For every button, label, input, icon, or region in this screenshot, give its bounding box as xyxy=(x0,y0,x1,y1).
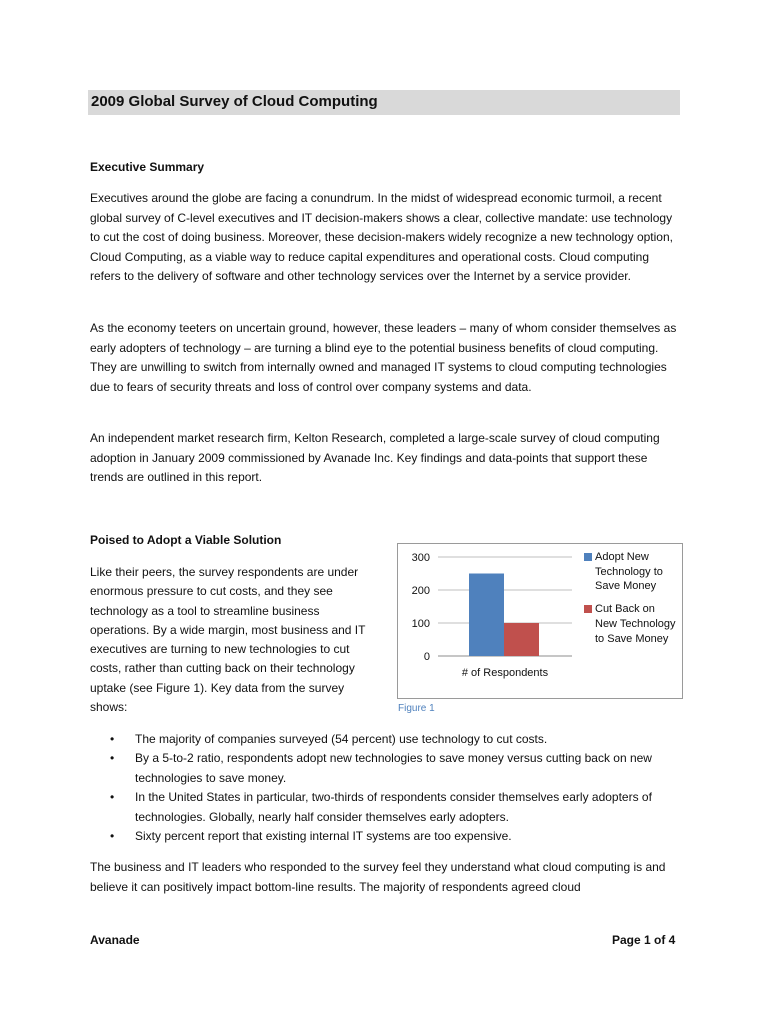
list-item-text: The majority of companies surveyed (54 percent) use technology to cut costs. xyxy=(135,732,548,746)
list-item-text: By a 5-to-2 ratio, respondents adopt new technologies to save money versus cutting back on new technologies to save money. xyxy=(135,751,652,785)
footer-page-number: Page 1 of 4 xyxy=(612,933,676,947)
list-item xyxy=(110,788,700,827)
x-category-label: # of Respondents xyxy=(461,667,549,679)
list-item-text: Sixty percent report that existing internal IT systems are too expensive. xyxy=(135,829,512,844)
bullet-icon: • xyxy=(110,732,115,746)
bar-0 xyxy=(469,574,504,657)
y-tick-label: 200 xyxy=(411,585,430,597)
bar-1 xyxy=(504,623,539,656)
chart-legend xyxy=(584,550,678,654)
document-title: 2009 Global Survey of Cloud Computing xyxy=(91,93,378,110)
poised-heading: Poised to Adopt a Viable Solution xyxy=(90,533,282,547)
list-item xyxy=(110,827,700,846)
legend-swatch-adopt xyxy=(584,553,592,561)
paragraph-1: Executives around the globe are facing a conundrum. In the midst of widespread economic turmoil, a recent global survey of C-level executives and IT decision-makers shows a clear, collective mandate: use technology to cut the cost of doing business. Moreover, these decision-makers widely recognize a new technology option, Cloud Computing, as a viable way to reduce capital expenditures and operational costs. Cloud computing refers to the delivery of software and other technology services over the Internet by a service provider. xyxy=(90,191,673,284)
list-item-text: In the United States in particular, two-thirds of respondents consider themselves early adopters of technologies. Globally, nearly half consider themselves early adopters. xyxy=(135,790,652,824)
key-findings-list xyxy=(110,730,700,846)
y-tick-label: 300 xyxy=(411,552,430,564)
legend-item-adopt xyxy=(584,550,678,594)
legend-label-adopt: Adopt New Technology to Save Money xyxy=(595,551,663,593)
figure-1-chart xyxy=(397,543,683,699)
bullet-icon: • xyxy=(110,751,115,766)
bullet-icon: • xyxy=(110,829,115,844)
legend-label-cut-back: Cut Back on New Technology to Save Money xyxy=(595,603,676,645)
legend-item-cut-back xyxy=(584,602,678,646)
footer-company: Avanade xyxy=(90,933,140,947)
figure-caption: Figure 1 xyxy=(398,703,435,714)
list-item xyxy=(110,749,700,788)
legend-swatch-cut-back xyxy=(584,605,592,613)
paragraph-3: An independent market research firm, Kelton Research, completed a large-scale survey of cloud computing adoption in January 2009 commissioned by Avanade Inc. Key findings and data-points that support these trends are outlined in this report. xyxy=(90,431,660,485)
y-tick-label: 100 xyxy=(411,618,430,630)
title-bar xyxy=(88,90,680,115)
list-item xyxy=(110,730,700,749)
y-tick-label: 0 xyxy=(423,651,430,663)
paragraph-4: Like their peers, the survey respondents are under enormous pressure to cut costs, and they see technology as a tool to streamline business operations. By a wide margin, most business and IT executives are turning to new technologies to cut costs, rather than cutting back on their technology uptake (see Figure 1). Key data from the survey shows: xyxy=(90,565,366,715)
paragraph-5: The business and IT leaders who responded to the survey feel they understand what cloud computing is and believe it can positively impact bottom-line results. The majority of respondents agreed cloud xyxy=(90,860,666,894)
bullet-icon: • xyxy=(110,790,115,805)
paragraph-2: As the economy teeters on uncertain ground, however, these leaders – many of whom consider themselves as early adopters of technology – are turning a blind eye to the potential business benefits of cloud computing. They are unwilling to switch from internally owned and managed IT systems to cloud computing technologies due to fears of security threats and loss of control over company systems and data. xyxy=(90,321,677,394)
executive-summary-heading: Executive Summary xyxy=(90,160,205,174)
